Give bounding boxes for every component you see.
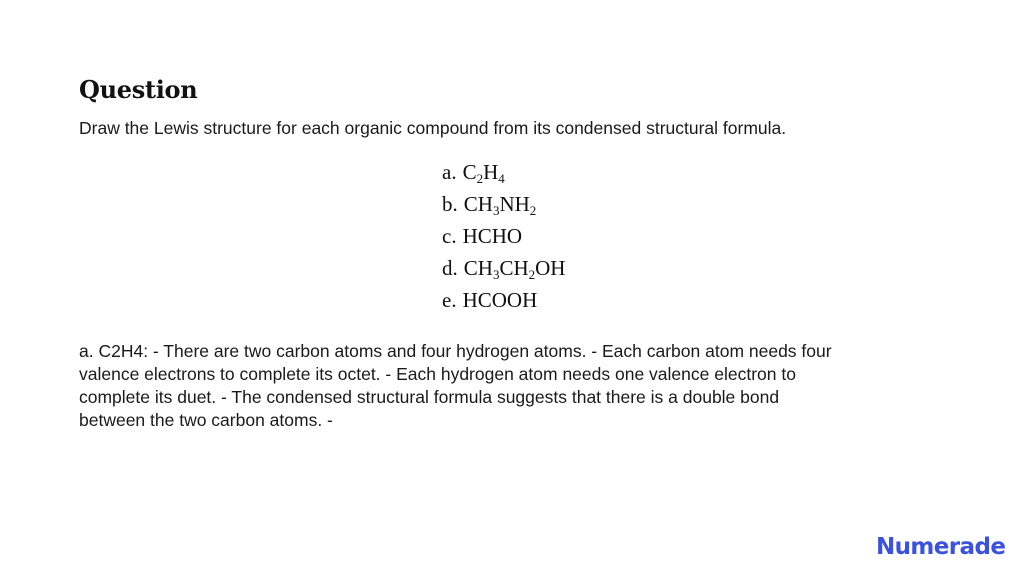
formula-text: $C_2H_4$	[462, 160, 505, 186]
formula-text: HCHO	[462, 224, 523, 248]
formula-item	[442, 284, 565, 316]
formula-item	[442, 220, 565, 252]
answer-line: between the two carbon atoms. -	[79, 410, 333, 430]
question-heading: Question	[79, 75, 198, 104]
formula-list	[442, 156, 565, 316]
formula-text: HCOOH	[462, 288, 538, 312]
answer-line: a. C2H4: - There are two carbon atoms and four hydrogen atoms. - Each carbon atom needs four	[79, 341, 832, 361]
formula-item-label: c.	[442, 224, 457, 248]
formula-item-label: e.	[442, 288, 457, 312]
formula-item	[442, 156, 565, 188]
answer-line: complete its duet. - The condensed structural formula suggests that there is a double bond	[79, 387, 780, 407]
question-prompt: Draw the Lewis structure for each organic compound from its condensed structural formula.	[79, 118, 787, 138]
formula-item	[442, 188, 565, 220]
formula-item-label: b.	[442, 192, 458, 216]
formula-text: $CH_3CH_2OH$	[463, 256, 566, 282]
answer-text	[79, 340, 949, 432]
formula-text: $CH_3NH_2$	[463, 192, 537, 218]
formula-item	[442, 252, 565, 284]
formula-item-label: a.	[442, 160, 457, 184]
numerade-logo[interactable]: Numerade	[876, 534, 1006, 560]
answer-line: valence electrons to complete its octet. - Each hydrogen atom needs one valence electron to	[79, 364, 796, 384]
formula-item-label: d.	[442, 256, 458, 280]
